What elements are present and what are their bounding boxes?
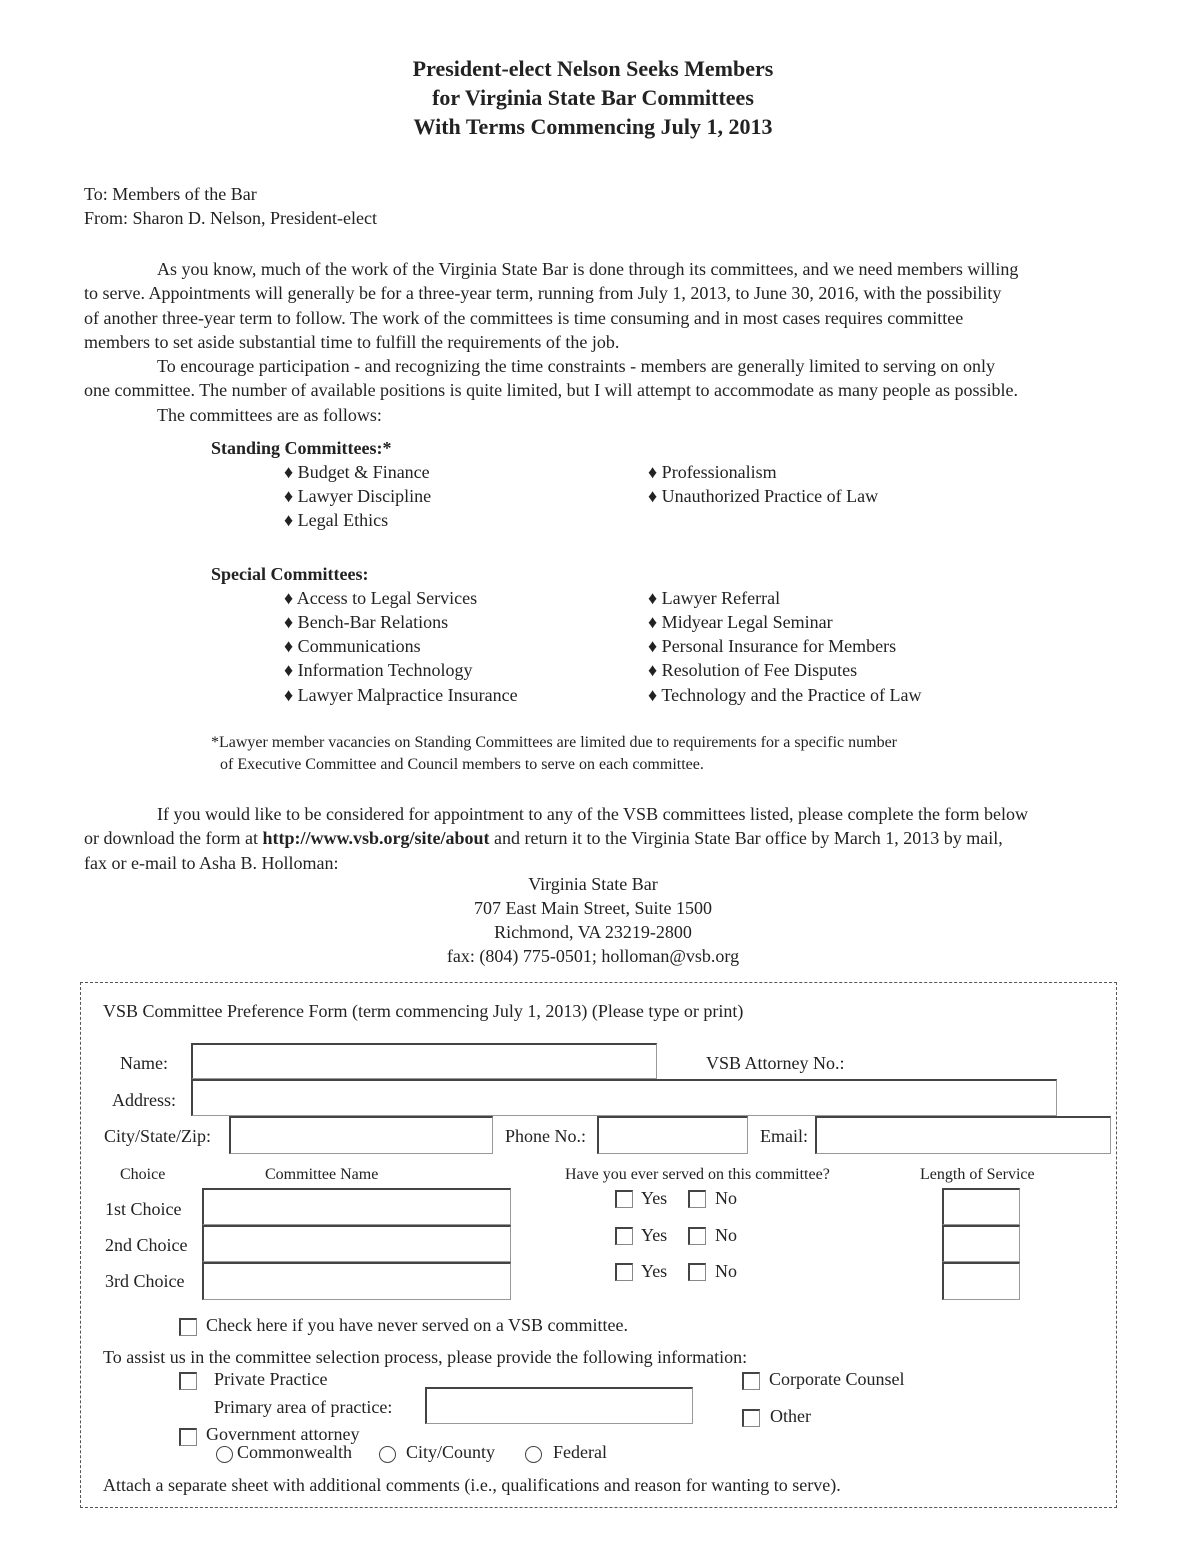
standing-left-1: ♦ Budget & Finance [284,462,430,482]
never-served-label: Check here if you have never served on a VSB committee. [206,1315,629,1335]
special-right-3: ♦ Personal Insurance for Members [648,636,897,656]
col-served: Have you ever served on this committee? [565,1166,830,1183]
corporate-counsel-label: Corporate Counsel [769,1369,905,1389]
city-state-zip-field[interactable] [229,1116,493,1154]
served-no-1-label: No [715,1188,737,1208]
special-right-1: ♦ Lawyer Referral [648,588,781,608]
served-yes-1-label: Yes [641,1188,668,1208]
city-county-label: City/County [406,1442,496,1462]
p1-line1: As you know, much of the work of the Virginia State Bar is done through its committees, and we need members willing [157,259,1019,279]
served-yes-2-checkbox[interactable] [615,1227,633,1245]
private-practice-label: Private Practice [214,1369,328,1389]
special-left-3: ♦ Communications [284,636,421,656]
instructions [84,802,1144,875]
instructions-line2-pre: or download the form at [84,828,263,849]
address-street: 707 East Main Street, Suite 1500 [474,898,712,918]
address-city: Richmond, VA 23219-2800 [494,922,692,942]
memo-to: To: Members of the Bar [84,184,257,204]
instructions-line1: If you would like to be considered for appointment to any of the VSB committees listed, please complete the form below [157,804,1028,824]
col-choice: Choice [120,1166,166,1183]
federal-radio[interactable] [525,1446,542,1463]
special-right-4: ♦ Resolution of Fee Disputes [648,660,858,680]
col-committee-name: Committee Name [265,1166,379,1183]
standing-left-3: ♦ Legal Ethics [284,510,389,530]
p1-line4: members to set aside substantial time to fulfill the requirements of the job. [84,331,620,352]
name-label: Name: [120,1053,168,1073]
vsb-link[interactable]: http://www.vsb.org/site/about [262,828,490,849]
served-yes-2-label: Yes [641,1225,668,1245]
p2-line1: To encourage participation - and recognizing the time constraints - members are generally limited to serving on only [157,356,995,377]
address-contact: fax: (804) 775-0501; holloman@vsb.org [446,946,740,966]
special-left-4: ♦ Information Technology [284,660,473,680]
private-practice-checkbox[interactable] [179,1372,197,1390]
special-left-5: ♦ Lawyer Malpractice Insurance [284,685,518,705]
form-title: VSB Committee Preference Form (term commencing July 1, 2013) (Please type or print) [103,1001,744,1021]
title-line-3: With Terms Commencing July 1, 2013 [413,114,773,139]
phone-field[interactable] [597,1116,748,1154]
special-left-2: ♦ Bench-Bar Relations [284,612,449,632]
p2-line2: one committee. The number of available positions is quite limited, but I will attempt to accommodate as many people as possible. [84,380,1018,401]
footnote-line-2: of Executive Committee and Council members to serve on each committee. [220,756,704,773]
served-no-2-checkbox[interactable] [688,1227,706,1245]
length-of-service-2-field[interactable] [942,1225,1020,1262]
committee-choice-2-field[interactable] [202,1225,511,1262]
served-yes-1-checkbox[interactable] [615,1190,633,1208]
other-checkbox[interactable] [742,1409,760,1427]
served-yes-3-label: Yes [641,1261,668,1281]
p1-line3: of another three-year term to follow. The work of the committees is time consuming and in most cases requires committee [84,307,964,328]
name-field[interactable] [191,1043,657,1079]
address-org: Virginia State Bar [528,874,658,894]
served-no-3-checkbox[interactable] [688,1263,706,1281]
city-county-radio[interactable] [379,1446,396,1463]
standing-heading: Standing Committees:* [211,438,392,458]
address-field[interactable] [191,1079,1057,1116]
length-of-service-1-field[interactable] [942,1188,1020,1225]
served-yes-3-checkbox[interactable] [615,1263,633,1281]
special-right-2: ♦ Midyear Legal Seminar [648,612,833,632]
other-label: Other [770,1406,811,1426]
standing-right-2: ♦ Unauthorized Practice of Law [648,486,879,506]
body-text [84,257,1144,427]
city-label: City/State/Zip: [104,1126,211,1146]
attorney-no-label: VSB Attorney No.: [706,1053,845,1073]
standing-left-2: ♦ Lawyer Discipline [284,486,432,506]
p3-line: The committees are as follows: [157,404,382,425]
choice-label-1: 1st Choice [105,1199,182,1219]
memo-from: From: Sharon D. Nelson, President-elect [84,208,377,228]
instructions-line2 [84,826,1144,850]
government-attorney-label: Government attorney [206,1424,360,1444]
primary-area-field[interactable] [425,1387,693,1424]
committee-choice-1-field[interactable] [202,1188,511,1225]
instructions-line2-post: and return it to the Virginia State Bar office by March 1, 2013 by mail, [489,828,1003,849]
special-right-5: ♦ Technology and the Practice of Law [648,685,922,705]
government-attorney-checkbox[interactable] [179,1428,197,1446]
choice-label-3: 3rd Choice [105,1271,185,1291]
corporate-counsel-checkbox[interactable] [742,1372,760,1390]
commonwealth-radio[interactable] [216,1446,233,1463]
p1-line2: to serve. Appointments will generally be for a three-year term, running from July 1, 2013, to June 30, 2016, with the possibility [84,283,1002,304]
special-heading: Special Committees: [211,564,369,584]
served-no-2-label: No [715,1225,737,1245]
committee-choice-3-field[interactable] [202,1262,511,1300]
col-length: Length of Service [920,1166,1035,1183]
attach-note: Attach a separate sheet with additional comments (i.e., qualifications and reason for wanting to serve). [103,1475,841,1495]
special-left-1: ♦ Access to Legal Services [284,588,478,608]
served-no-1-checkbox[interactable] [688,1190,706,1208]
email-label: Email: [760,1126,808,1146]
title-line-1: President-elect Nelson Seeks Members [412,56,774,81]
email-field[interactable] [815,1116,1111,1154]
assist-text: To assist us in the committee selection process, please provide the following information: [103,1347,748,1367]
primary-area-label: Primary area of practice: [214,1397,393,1417]
never-served-checkbox[interactable] [179,1318,197,1336]
length-of-service-3-field[interactable] [942,1262,1020,1300]
federal-label: Federal [553,1442,607,1462]
instructions-line3: fax or e-mail to Asha B. Holloman: [84,852,339,873]
commonwealth-label: Commonwealth [237,1442,352,1462]
footnote-line-1: *Lawyer member vacancies on Standing Committees are limited due to requirements for a specific number [211,734,897,751]
title-line-2: for Virginia State Bar Committees [432,85,754,110]
served-no-3-label: No [715,1261,737,1281]
standing-right-1: ♦ Professionalism [648,462,777,482]
choice-label-2: 2nd Choice [105,1235,188,1255]
address-label: Address: [112,1090,176,1110]
phone-label: Phone No.: [505,1126,586,1146]
